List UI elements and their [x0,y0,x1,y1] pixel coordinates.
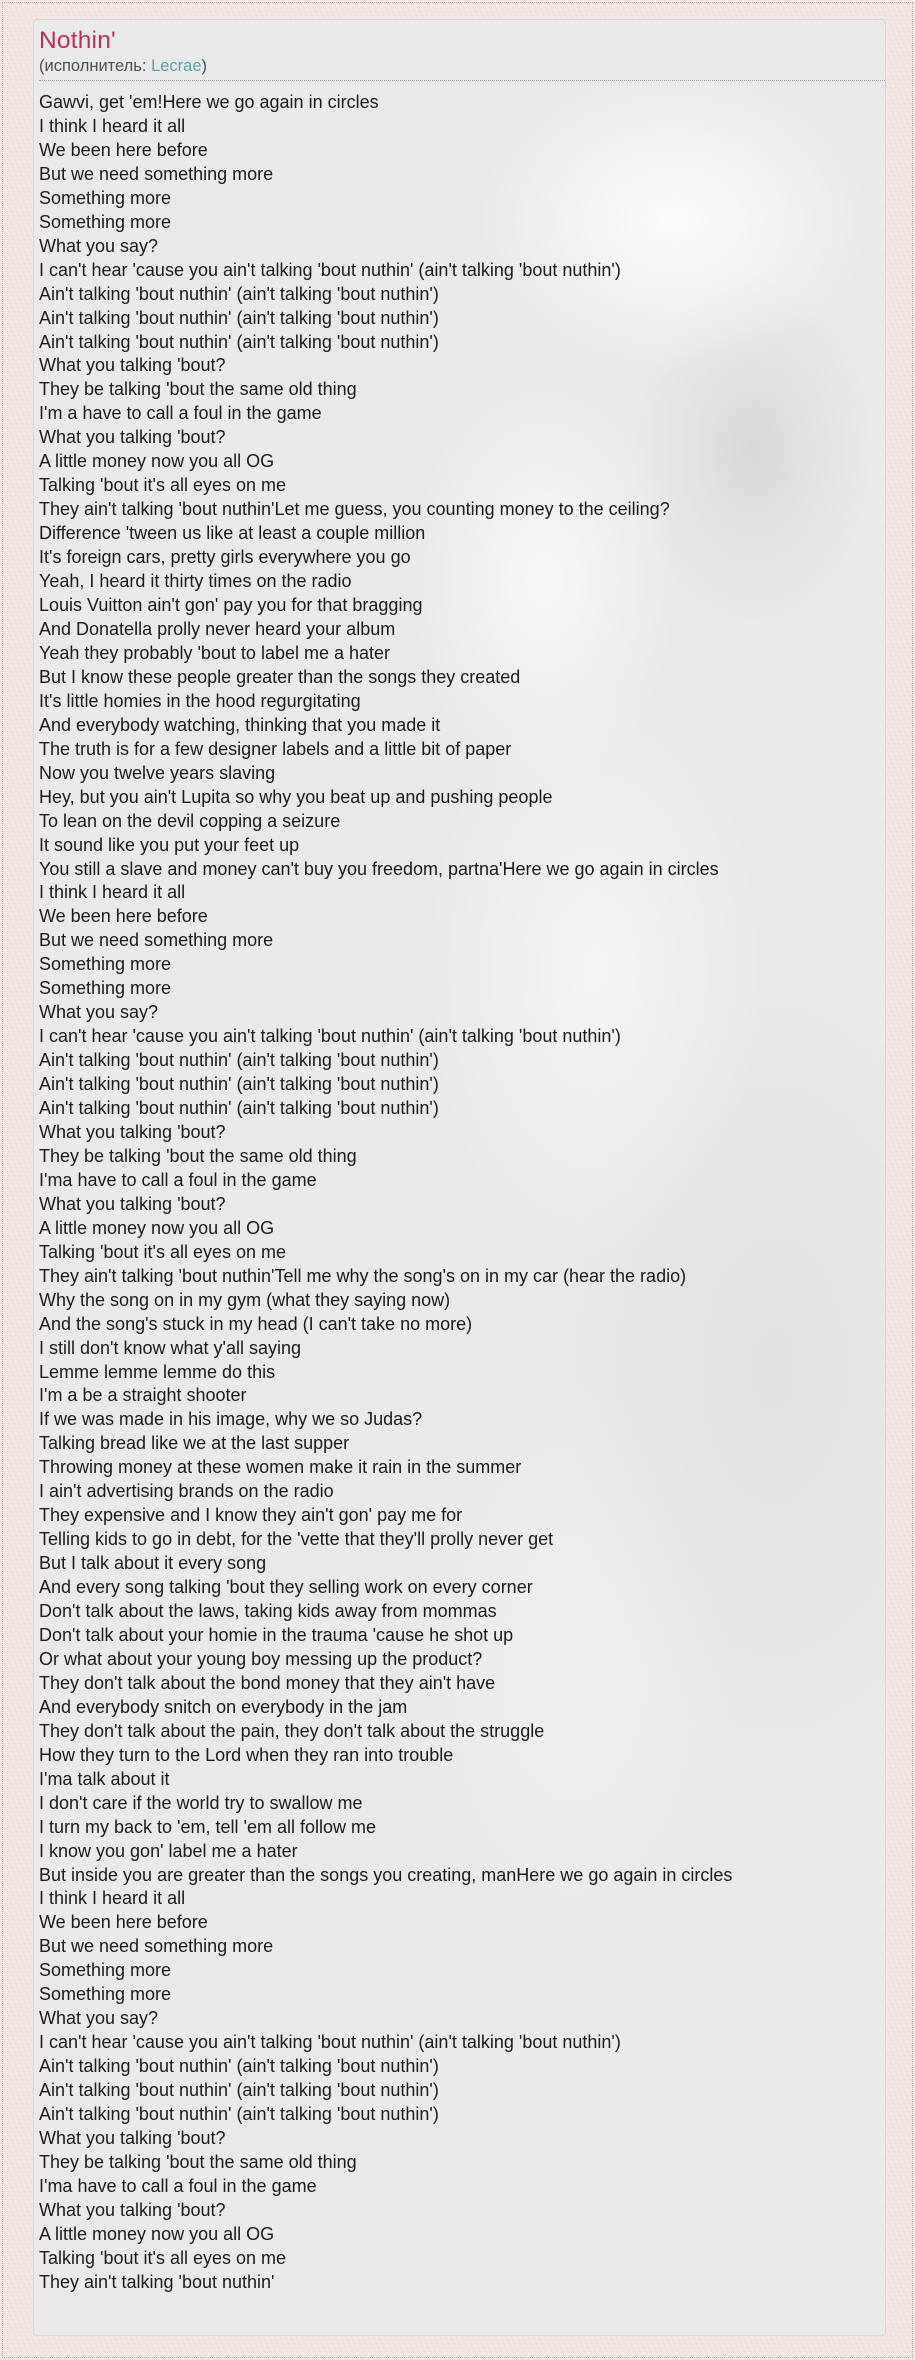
lyric-line: I'm a be a straight shooter [39,1385,247,1406]
lyric-line: Something more [39,1984,172,2005]
lyric-line: Louis Vuitton ain't gon' pay you for that bragging [39,595,423,616]
lyric-line: Yeah they probably 'bout to label me a hater [39,642,391,663]
lyric-line: We been here before [39,906,208,927]
lyric-line: I don't care if the world try to swallow me [39,1792,363,1813]
lyric-line: Hey, but you ain't Lupita so why you beat up and pushing people [39,786,553,807]
lyric-line: Don't talk about your homie in the trauma 'cause he shot up [39,1625,514,1645]
lyric-line: I know you gon' label me a hater [39,1840,298,1861]
lyric-line: What you talking 'bout? [39,2128,226,2149]
lyric-line: They don't talk about the bond money that they ain't have [39,1672,496,1693]
lyric-line: I can't hear 'cause you ain't talking 'bout nuthin' (ain't talking 'bout nuthin') [39,259,621,280]
lyric-line: We been here before [39,1912,208,1933]
lyric-line: A little money now you all OG [39,451,275,472]
lyric-line: I'ma talk about it [39,1768,170,1789]
artist-label-suffix: ) [201,57,208,75]
lyric-line: Or what about your young boy messing up the product? [39,1648,483,1669]
lyrics-panel [33,19,886,2336]
lyric-line: They ain't talking 'bout nuthin'Let me guess, you counting money to the ceiling? [39,499,670,520]
lyric-line: We been here before [39,139,208,160]
lyric-line: But we need something more [39,1936,274,1957]
lyric-line: But inside you are greater than the songs you creating, manHere we go again in circles [39,1864,733,1885]
lyric-line: What you talking 'bout? [39,2199,226,2220]
lyric-line: Something more [39,978,172,999]
lyric-line: What you talking 'bout? [39,355,226,376]
lyric-line: They don't talk about the pain, they don't talk about the struggle [39,1720,545,1741]
lyric-line: I can't hear 'cause you ain't talking 'bout nuthin' (ain't talking 'bout nuthin') [39,2032,621,2053]
lyric-line: A little money now you all OG [39,1217,275,1238]
lyric-line: Gawvi, get 'em!Here we go again in circles [39,92,379,112]
lyric-line: What you talking 'bout? [39,1121,226,1142]
lyric-line: Telling kids to go in debt, for the 'vette that they'll prolly never get [39,1529,554,1550]
lyric-line: They ain't talking 'bout nuthin'Tell me why the song's on in my car (hear the radio) [39,1265,687,1286]
lyric-line: Something more [39,1960,172,1981]
lyric-line: Something more [39,954,172,975]
lyrics-text [39,91,885,2295]
lyric-line: And every song talking 'bout they selling work on every corner [39,1577,533,1598]
lyric-line: Ain't talking 'bout nuthin' (ain't talking 'bout nuthin') [39,2056,439,2077]
lyric-line: A little money now you all OG [39,2223,275,2244]
lyric-line: I can't hear 'cause you ain't talking 'bout nuthin' (ain't talking 'bout nuthin') [39,1026,621,1047]
lyric-line: I think I heard it all [39,115,186,136]
lyric-line: I think I heard it all [39,1888,186,1909]
lyric-line: Ain't talking 'bout nuthin' (ain't talking 'bout nuthin') [39,2080,439,2101]
lyric-line: And Donatella prolly never heard your album [39,618,396,639]
lyric-line: And everybody snitch on everybody in the jam [39,1696,408,1717]
lyric-line: Why the song on in my gym (what they saying now) [39,1289,451,1310]
lyric-line: If we was made in his image, why we so Judas? [39,1409,423,1430]
lyric-line: Ain't talking 'bout nuthin' (ain't talking 'bout nuthin') [39,307,439,328]
lyric-line: I'ma have to call a foul in the game [39,2175,317,2196]
lyric-line: I think I heard it all [39,882,186,903]
lyric-line: But I know these people greater than the songs they created [39,666,521,687]
lyric-line: I still don't know what y'all saying [39,1337,301,1358]
lyric-line: Difference 'tween us like at least a couple million [39,523,426,544]
artist-line [39,56,885,76]
lyric-line: Talking 'bout it's all eyes on me [39,2247,286,2268]
lyric-line: But I talk about it every song [39,1553,267,1574]
lyric-line: But we need something more [39,930,274,951]
lyric-line: What you say? [39,2008,159,2029]
lyric-line: Don't talk about the laws, taking kids away from mommas [39,1601,497,1622]
lyric-line: What you say? [39,1002,159,1023]
lyric-line: They be talking 'bout the same old thing [39,379,357,400]
lyric-line: I'm a have to call a foul in the game [39,403,322,424]
lyric-line: You still a slave and money can't buy you freedom, partna'Here we go again in circles [39,858,719,879]
lyric-line: What you talking 'bout? [39,1193,226,1214]
lyric-line: Now you twelve years slaving [39,762,276,783]
lyric-line: It's little homies in the hood regurgitating [39,690,361,711]
lyric-line: They ain't talking 'bout nuthin' [39,2271,275,2292]
lyric-line: It's foreign cars, pretty girls everywhere you go [39,547,411,568]
lyric-line: Ain't talking 'bout nuthin' (ain't talking 'bout nuthin') [39,2104,439,2125]
lyric-line: Ain't talking 'bout nuthin' (ain't talking 'bout nuthin') [39,1098,439,1119]
lyric-line: Something more [39,211,172,232]
lyric-line: They be talking 'bout the same old thing [39,2151,357,2172]
lyric-line: What you say? [39,235,159,256]
lyric-line: I'ma have to call a foul in the game [39,1169,317,1190]
lyric-line: Yeah, I heard it thirty times on the radio [39,571,352,592]
lyric-line: They expensive and I know they ain't gon' pay me for [39,1505,463,1526]
artist-label-prefix: (исполнитель: [39,57,152,75]
lyric-line: Something more [39,187,172,208]
song-title: Nothin' [39,27,116,54]
lyric-line: Lemme lemme lemme do this [39,1361,276,1382]
panel-content [34,20,885,2295]
lyric-line: Ain't talking 'bout nuthin' (ain't talking 'bout nuthin') [39,1050,439,1071]
lyric-line: Talking bread like we at the last supper [39,1433,350,1454]
lyric-line: And everybody watching, thinking that you made it [39,714,441,735]
lyric-line: Ain't talking 'bout nuthin' (ain't talking 'bout nuthin') [39,331,439,352]
lyric-line: But we need something more [39,163,274,184]
lyric-line: Talking 'bout it's all eyes on me [39,475,286,496]
lyric-line: To lean on the devil copping a seizure [39,810,341,831]
lyric-line: I ain't advertising brands on the radio [39,1481,334,1502]
lyric-line: And the song's stuck in my head (I can't take no more) [39,1313,473,1334]
lyric-line: What you talking 'bout? [39,427,226,448]
lyric-line: Ain't talking 'bout nuthin' (ain't talking 'bout nuthin') [39,1074,439,1095]
lyric-line: How they turn to the Lord when they ran into trouble [39,1744,454,1765]
lyric-line: They be talking 'bout the same old thing [39,1145,357,1166]
lyric-line: The truth is for a few designer labels and a little bit of paper [39,738,512,759]
dotted-separator [39,80,885,81]
lyric-line: Talking 'bout it's all eyes on me [39,1241,286,1262]
lyric-line: Throwing money at these women make it rain in the summer [39,1457,522,1478]
lyric-line: Ain't talking 'bout nuthin' (ain't talking 'bout nuthin') [39,283,439,304]
lyric-line: I turn my back to 'em, tell 'em all follow me [39,1816,376,1837]
artist-link[interactable]: Lecrae [151,57,202,75]
lyric-line: It sound like you put your feet up [39,834,300,855]
